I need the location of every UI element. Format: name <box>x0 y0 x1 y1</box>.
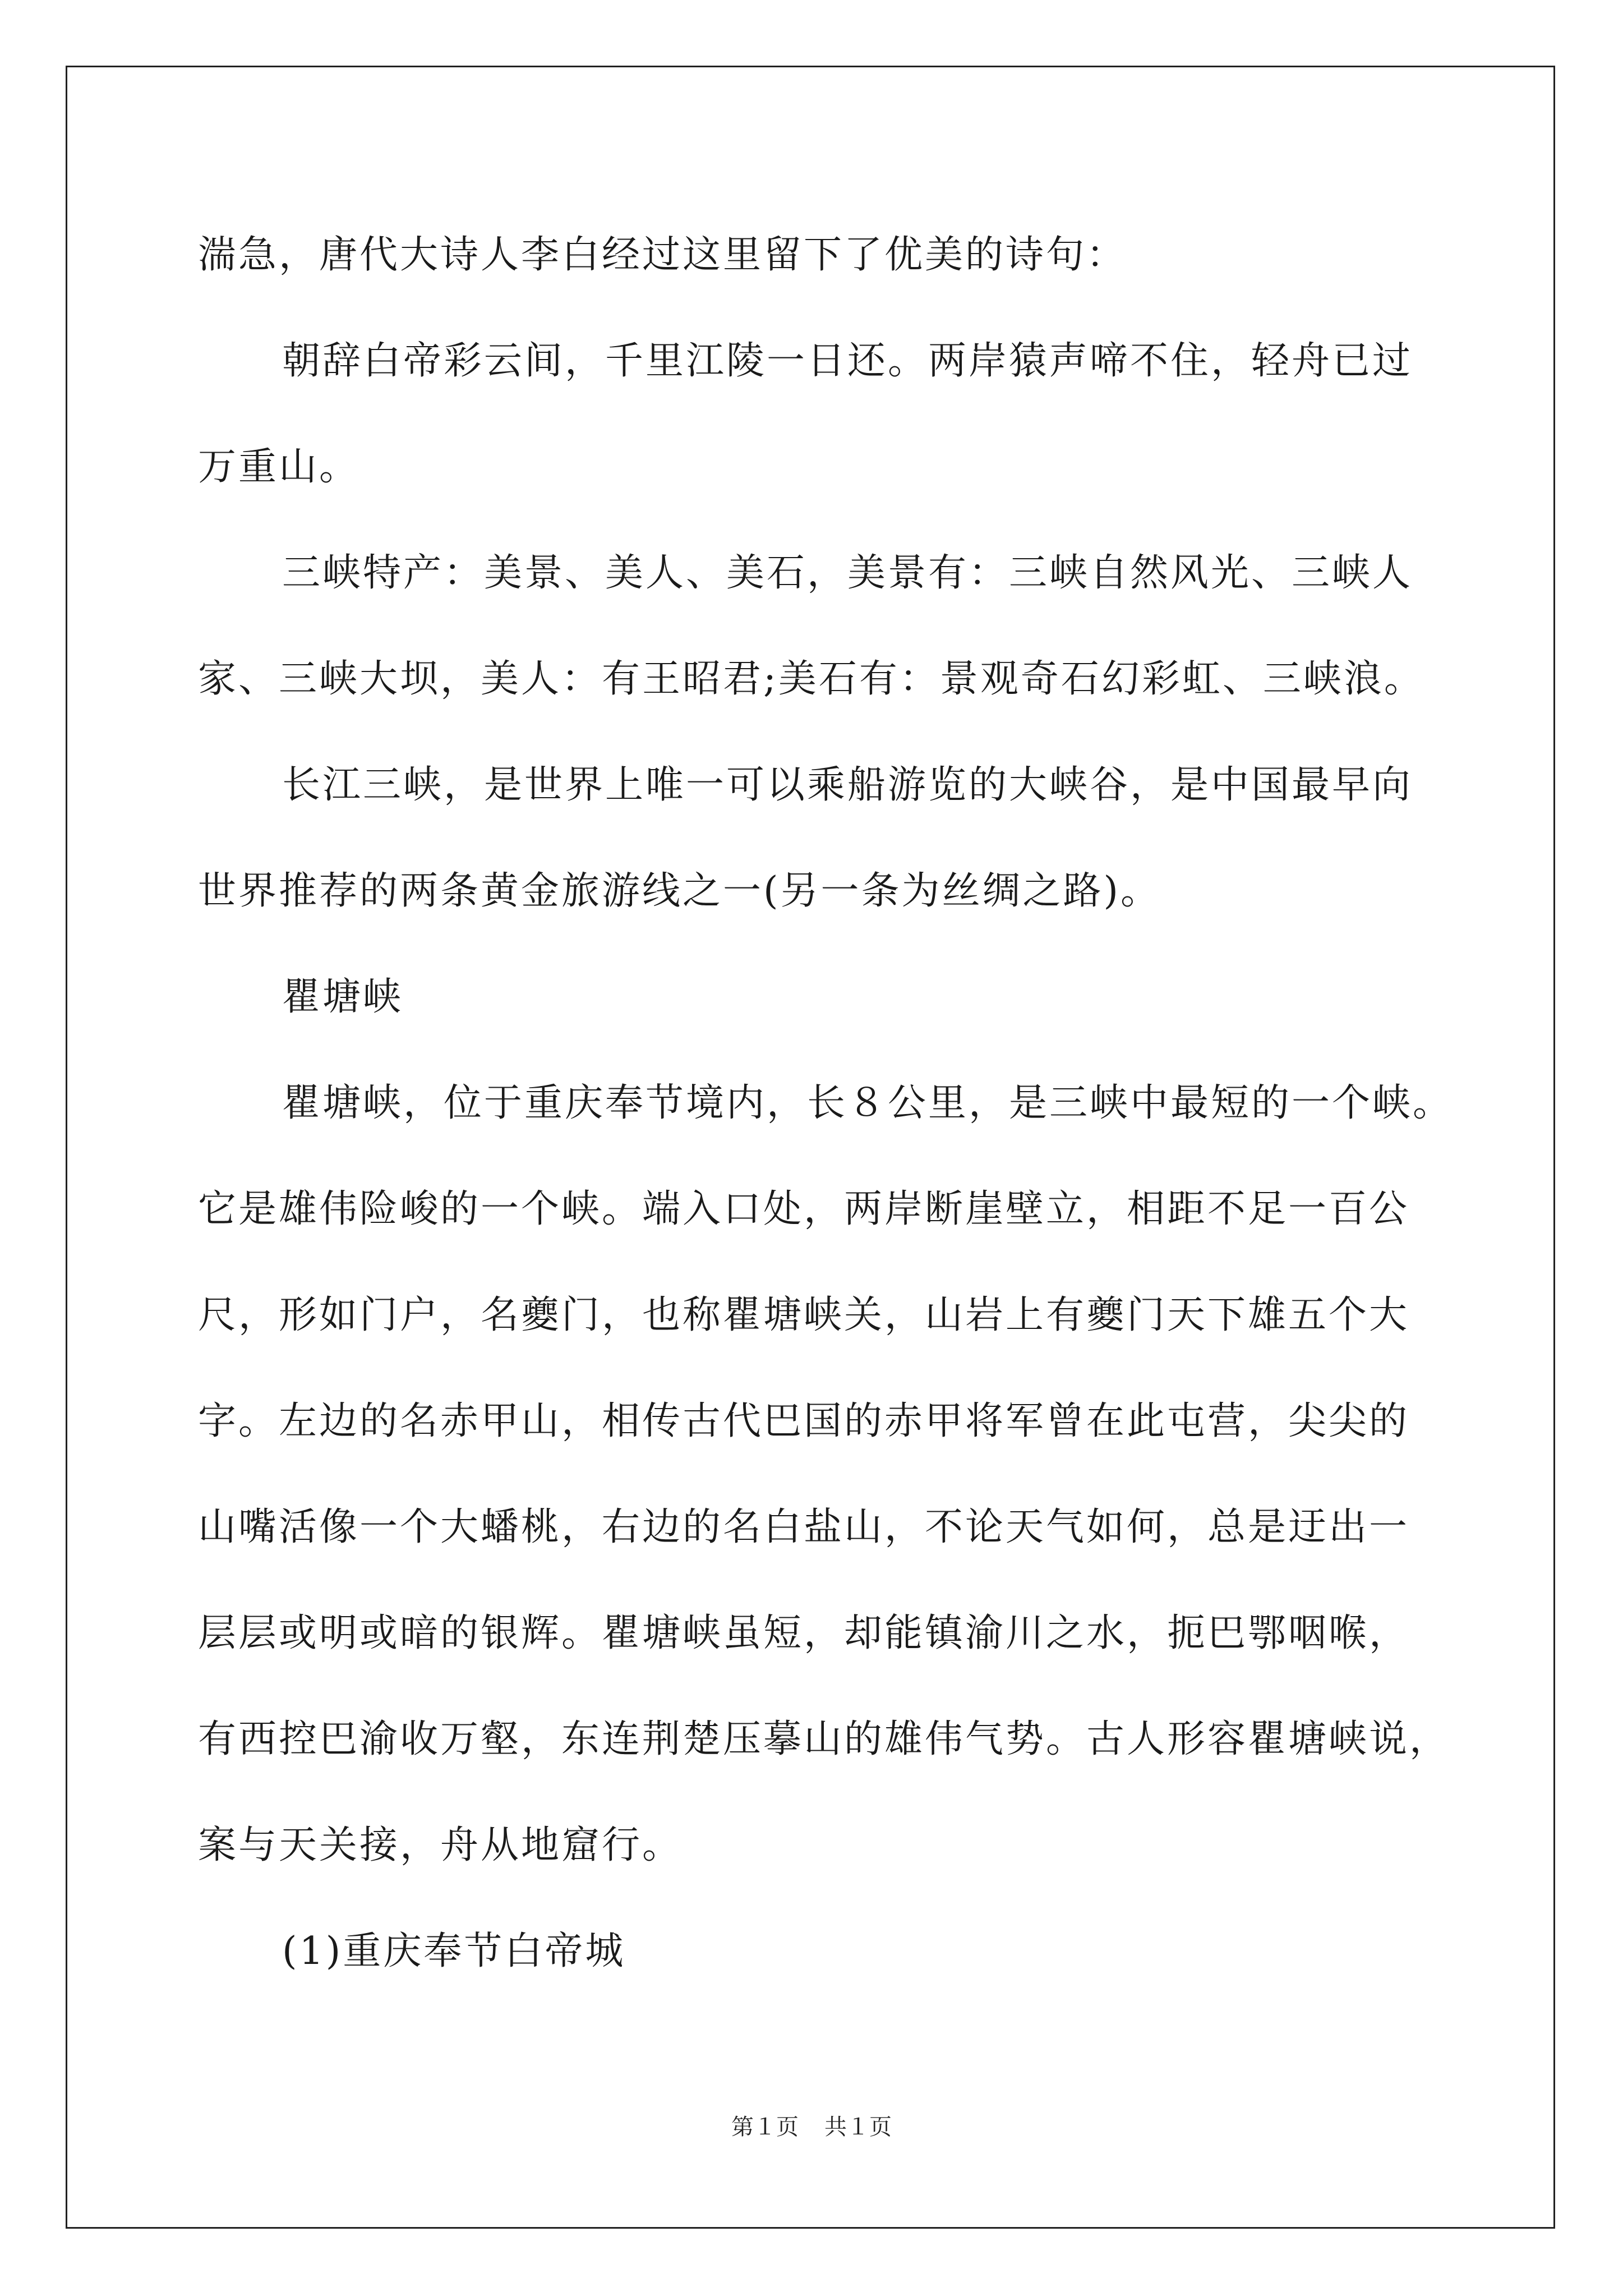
qutang-line-8: 案与天关接，舟从地窟行。 <box>198 1823 683 1867</box>
three-gorges-line-1: 长江三峡，是世界上唯一可以乘船游览的大峡谷，是中国最早向 <box>282 763 1413 807</box>
page-number-current: 第１页 <box>731 2114 799 2140</box>
document-body <box>198 202 1454 2004</box>
page-footer <box>0 2109 1623 2141</box>
qutang-line-6: 层层或明或暗的银辉。瞿塘峡虽短，却能镇渝川之水，扼巴鄂咽喉， <box>198 1611 1410 1655</box>
specialty-line-2: 家、三峡大坝，美人：有王昭君;美石有：景观奇石幻彩虹、三峡浪。 <box>198 657 1424 701</box>
qutang-line-3: 尺，形如门户，名夔门，也称瞿塘峡关，山岩上有夔门天下雄五个大 <box>198 1293 1410 1337</box>
qutang-line-5: 山嘴活像一个大蟠桃，右边的名白盐山，不论天气如何，总是迂出一 <box>198 1505 1410 1549</box>
poem-line-1: 朝辞白帝彩云间，千里江陵一日还。两岸猿声啼不住，轻舟已过 <box>282 339 1413 383</box>
subsection-baidicheng: (1)重庆奉节白帝城 <box>282 1929 626 1973</box>
section-heading-qutang: 瞿塘峡 <box>282 975 404 1019</box>
page-number-total: 共１页 <box>824 2114 892 2140</box>
three-gorges-line-2: 世界推荐的两条黄金旅游线之一(另一条为丝绸之路)。 <box>198 869 1161 913</box>
specialty-line-1: 三峡特产：美景、美人、美石，美景有：三峡自然风光、三峡人 <box>282 551 1413 595</box>
qutang-line-4: 字。左边的名赤甲山，相传古代巴国的赤甲将军曾在此屯营，尖尖的 <box>198 1399 1410 1443</box>
qutang-line-1: 瞿塘峡，位于重庆奉节境内，长８公里，是三峡中最短的一个峡。 <box>282 1081 1454 1125</box>
text-line-1: 湍急，唐代大诗人李白经过这里留下了优美的诗句： <box>198 233 1127 277</box>
qutang-line-2: 它是雄伟险峻的一个峡。端入口处，两岸断崖壁立，相距不足一百公 <box>198 1187 1410 1231</box>
qutang-line-7: 有西控巴渝收万壑，东连荆楚压摹山的雄伟气势。古人形容瞿塘峡说， <box>198 1717 1450 1761</box>
poem-line-2: 万重山。 <box>198 445 360 489</box>
